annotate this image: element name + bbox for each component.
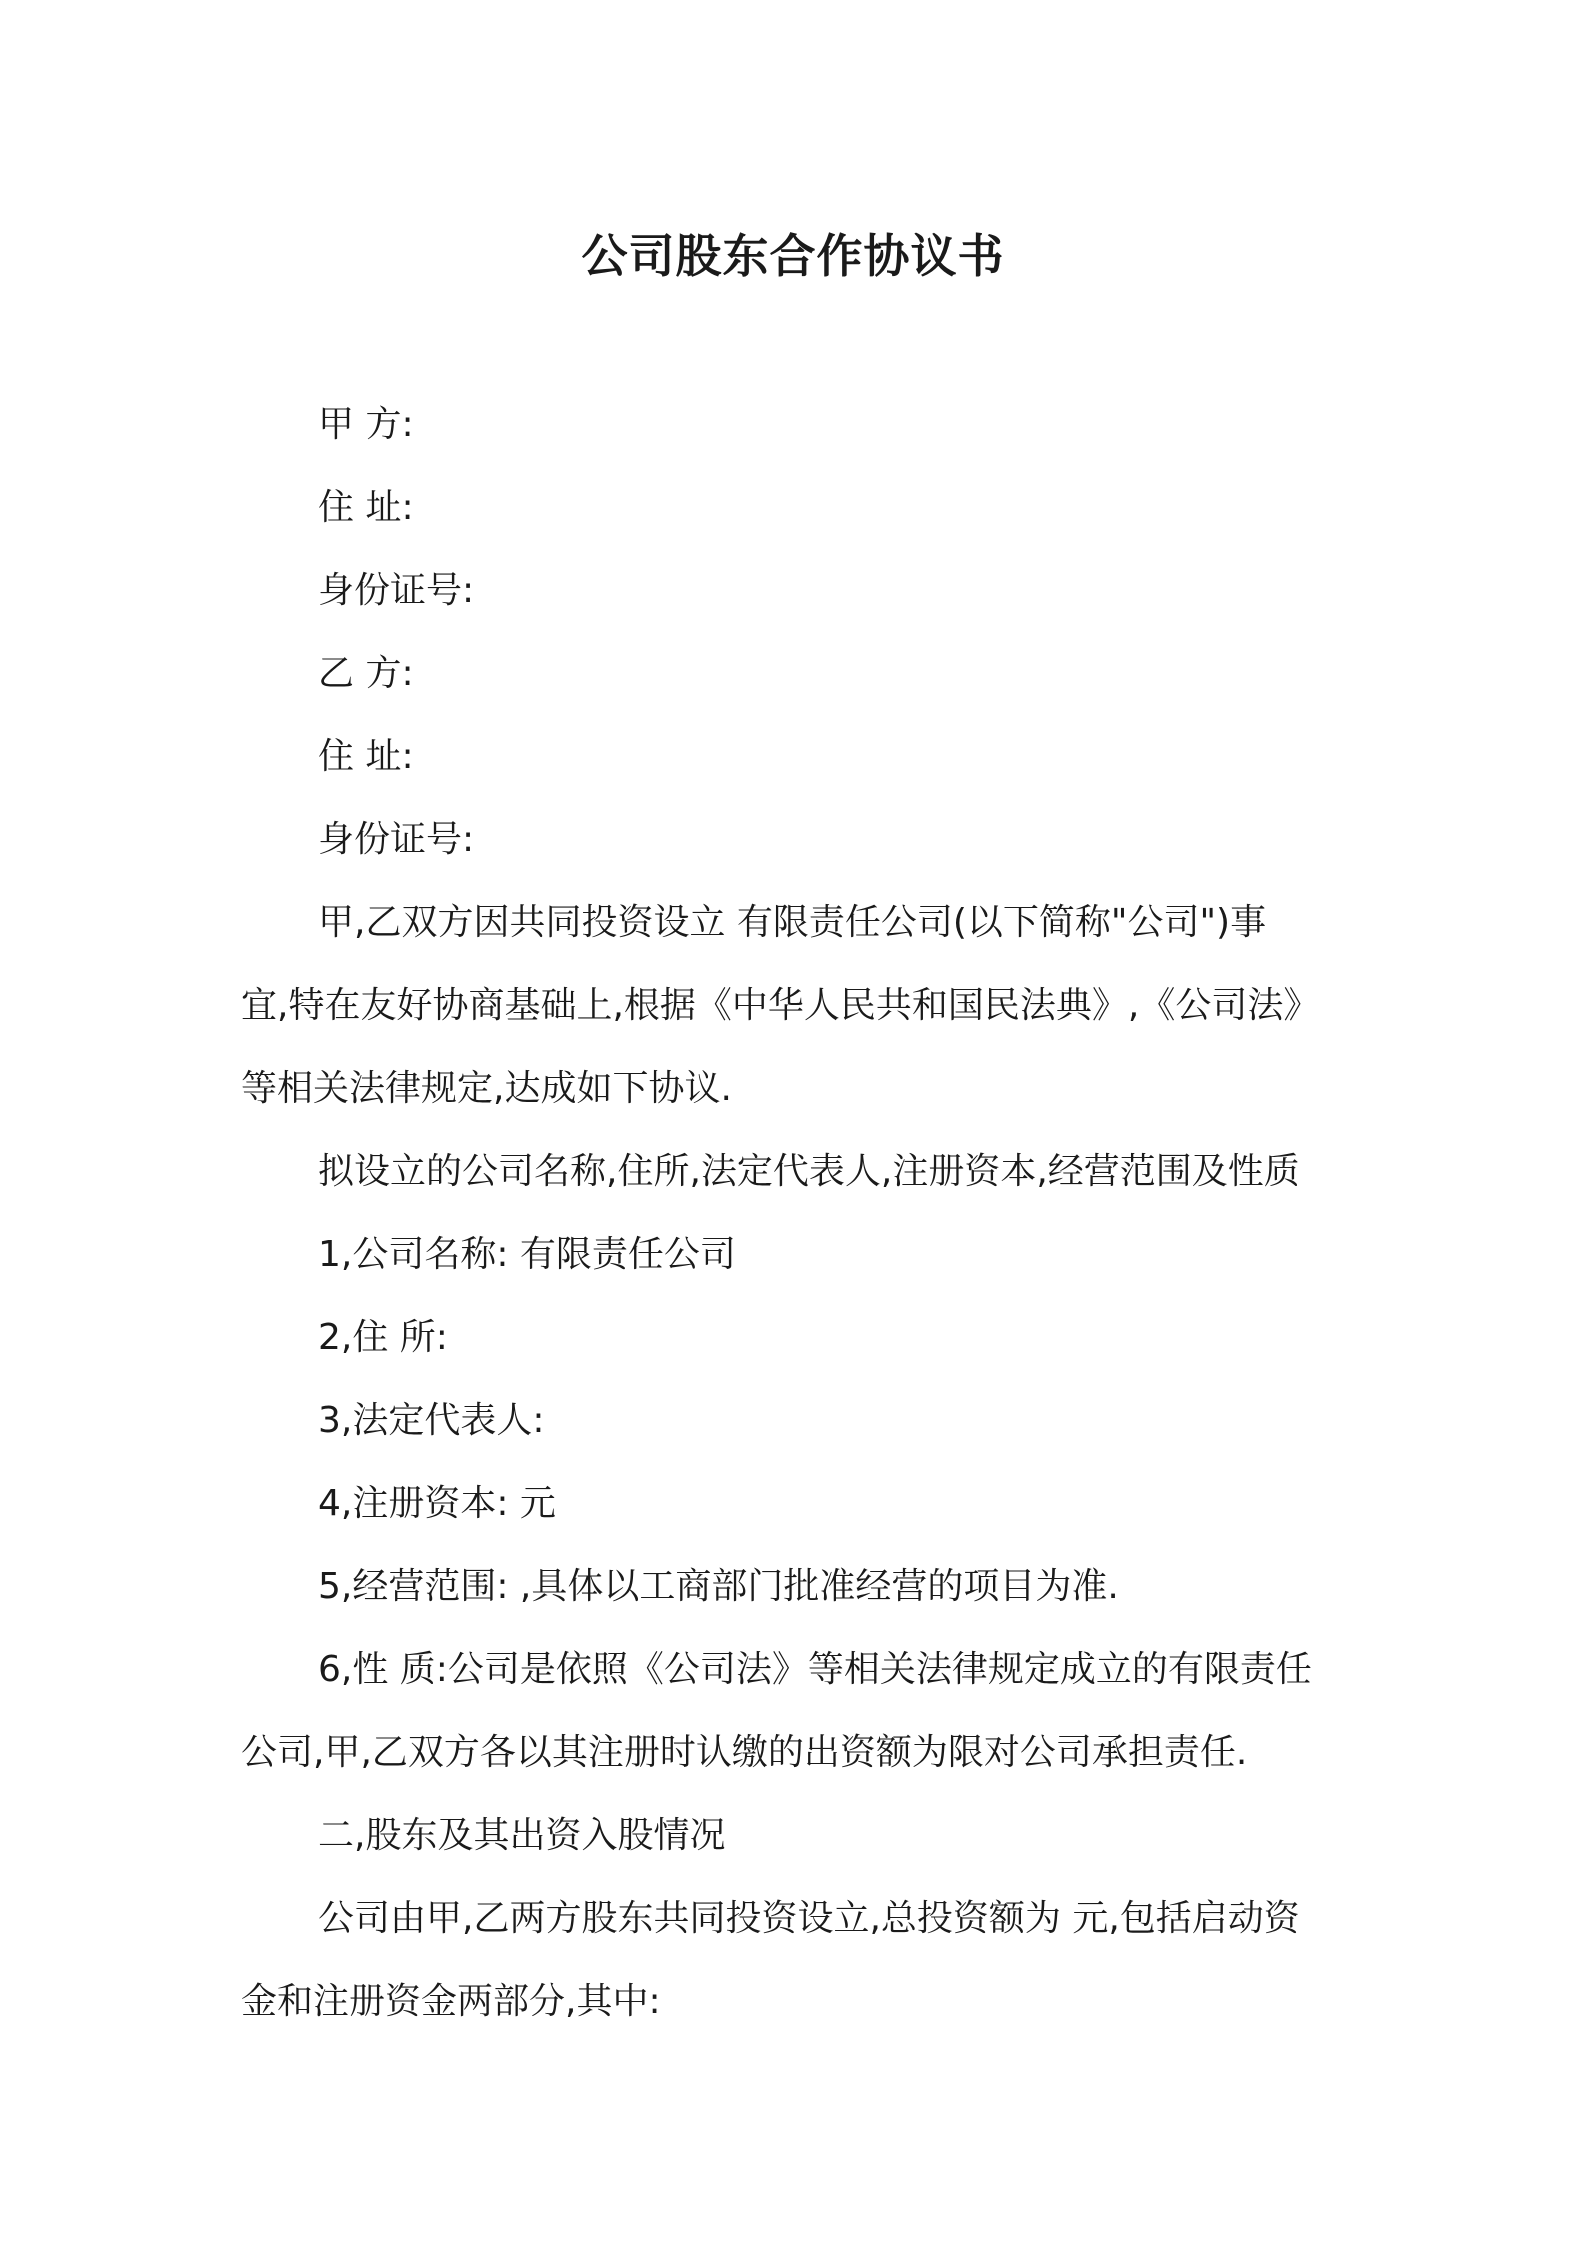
section-heading: 拟设立的公司名称,住所,法定代表人,注册资本,经营范围及性质 [318,1151,1300,1192]
document-title: 公司股东合作协议书 [581,229,1005,283]
clause-address: 2,住 所: [318,1317,448,1358]
party-b-id-label: 身份证号: [318,819,475,860]
party-a-address-label: 住 址: [318,487,414,528]
investment-line-2: 金和注册资金两部分,其中: [241,1981,661,2022]
investment-line-1: 公司由甲,乙两方股东共同投资设立,总投资额为 元,包括启动资 [318,1898,1300,1939]
clause-capital: 4,注册资本: 元 [318,1483,556,1524]
clause-nature-line-1: 6,性 质:公司是依照《公司法》等相关法律规定成立的有限责任 [318,1649,1312,1690]
party-b-label: 乙 方: [318,653,414,694]
clause-nature-line-2: 公司,甲,乙双方各以其注册时认缴的出资额为限对公司承担责任. [241,1732,1248,1773]
clause-legal-rep: 3,法定代表人: [318,1400,545,1441]
clause-company-name: 1,公司名称: 有限责任公司 [318,1234,736,1275]
preamble-line-2: 宜,特在友好协商基础上,根据《中华人民共和国民法典》,《公司法》 [241,985,1320,1026]
clause-scope: 5,经营范围: ,具体以工商部门批准经营的项目为准. [318,1566,1119,1607]
party-a-id-label: 身份证号: [318,570,475,611]
preamble-line-1: 甲,乙双方因共同投资设立 有限责任公司(以下简称"公司")事 [318,902,1267,943]
preamble-line-3: 等相关法律规定,达成如下协议. [241,1068,732,1109]
party-b-address-label: 住 址: [318,736,414,777]
party-a-label: 甲 方: [318,404,414,445]
section-2-heading: 二,股东及其出资入股情况 [318,1815,726,1856]
